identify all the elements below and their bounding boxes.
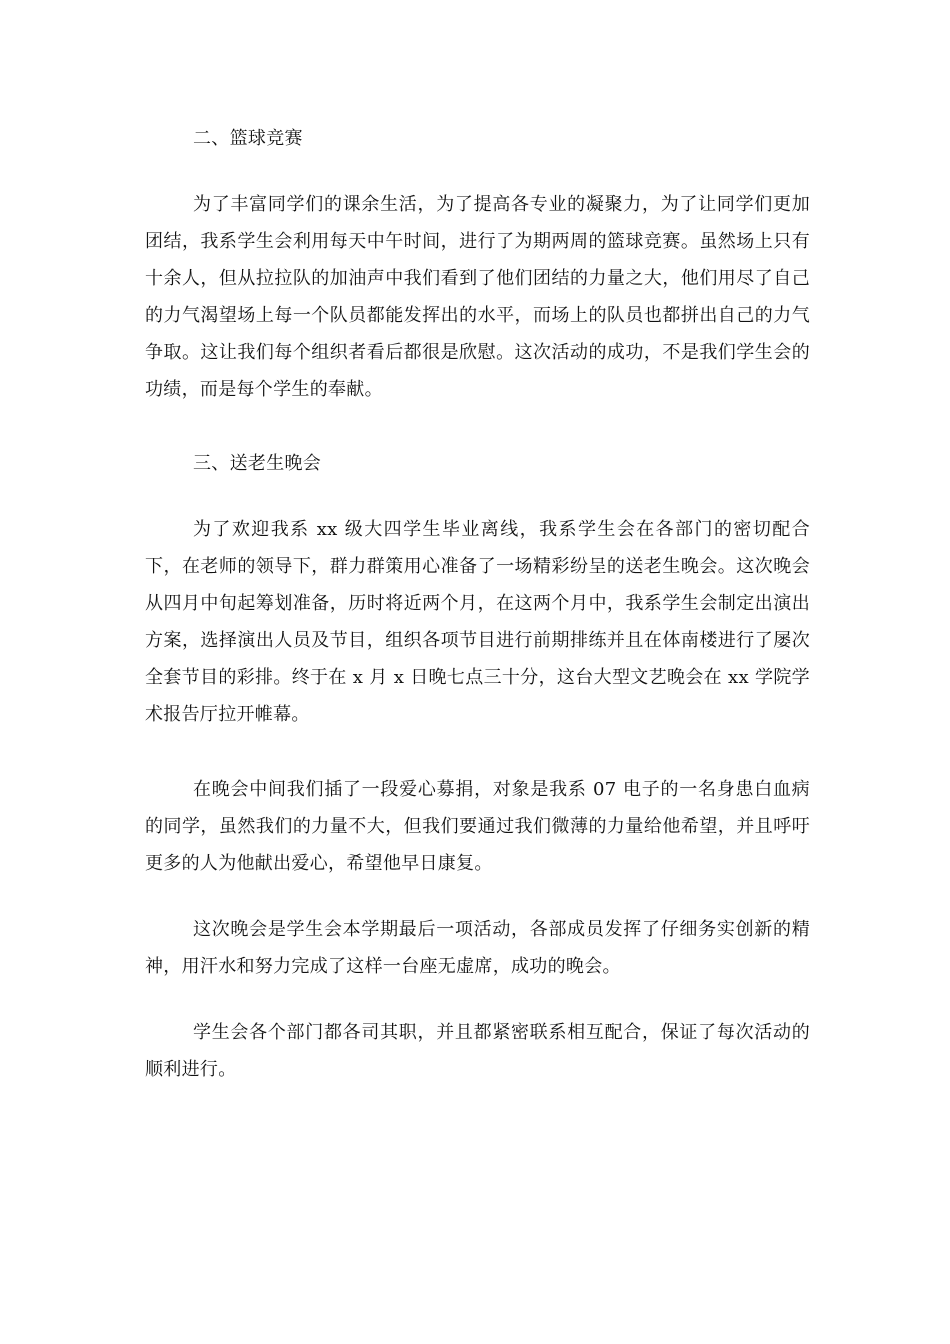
paragraph-last-activity: 这次晚会是学生会本学期最后一项活动，各部成员发挥了仔细务实创新的精神，用汗水和努力完成了这样一台座无虚席，成功的晚会。 <box>145 919 810 977</box>
paragraph-departments: 学生会各个部门都各司其职，并且都紧密联系相互配合，保证了每次活动的顺利进行。 <box>145 1022 810 1080</box>
section-heading-basketball: 二、篮球竞赛 <box>193 128 303 149</box>
paragraph-charity-donation: 在晚会中间我们插了一段爱心募捐，对象是我系 07 电子的一名身患白血病的同学，虽然我们的力量不大，但我们要通过我们微薄的力量给他希望，并且呼吁更多的人为他献出爱心，希望他早日康复。 <box>145 779 810 874</box>
section-heading-farewell-party: 三、送老生晚会 <box>193 453 322 474</box>
paragraph-basketball: 为了丰富同学们的课余生活，为了提高各专业的凝聚力，为了让同学们更加团结，我系学生会利用每天中午时间，进行了为期两周的篮球竞赛。虽然场上只有十余人，但从拉拉队的加油声中我们看到了他们团结的力量之大，他们用尽了自己的力气渴望场上每一个队员都能发挥出的水平，而场上的队员也都拼出自己的力气争取。这让我们每个组织者看后都很是欣慰。这次活动的成功，不是我们学生会的功绩，而是每个学生的奉献。 <box>145 194 810 400</box>
paragraph-farewell-party: 为了欢迎我系 xx 级大四学生毕业离线，我系学生会在各部门的密切配合下，在老师的领导下，群力群策用心准备了一场精彩纷呈的送老生晚会。这次晚会从四月中旬起筹划准备，历时将近两个月，在这两个月中，我系学生会制定出演出方案，选择演出人员及节目，组织各项节目进行前期排练并且在体南楼进行了屡次全套节目的彩排。终于在 x 月 x 日晚七点三十分，这台大型文艺晚会在 xx 学院学术报告厅拉开帷幕。 <box>145 519 810 725</box>
